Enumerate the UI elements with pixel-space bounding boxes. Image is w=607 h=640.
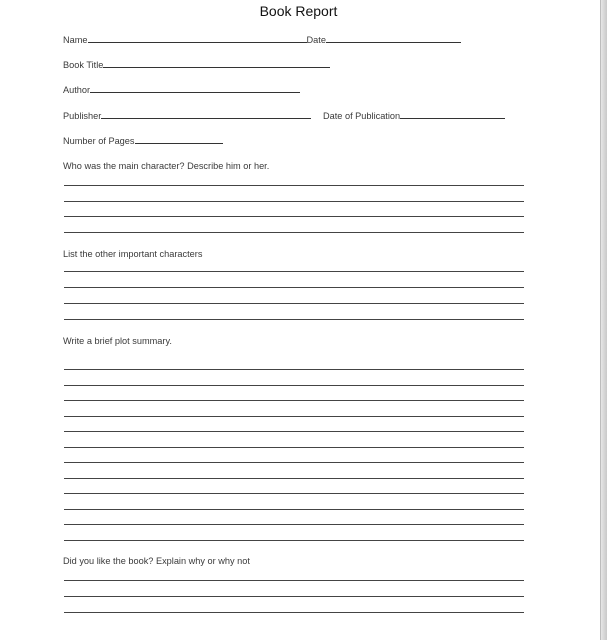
answer-line[interactable] — [64, 385, 524, 386]
publisher-field — [63, 111, 311, 122]
answer-line[interactable] — [64, 369, 524, 370]
answer-line[interactable] — [64, 447, 524, 448]
book-title-blank[interactable] — [103, 60, 330, 68]
question-other-characters: List the other important characters — [63, 249, 203, 259]
answer-line[interactable] — [64, 287, 524, 288]
publisher-blank[interactable] — [101, 111, 311, 119]
answer-line[interactable] — [64, 462, 524, 463]
answer-line[interactable] — [64, 431, 524, 432]
name-label: Name — [63, 35, 88, 45]
answer-line[interactable] — [64, 232, 524, 233]
publisher-label: Publisher — [63, 111, 102, 121]
book-title-label: Book Title — [63, 60, 104, 70]
number-of-pages-field — [63, 136, 223, 147]
answer-line[interactable] — [64, 596, 524, 597]
question-like-book: Did you like the book? Explain why or why not — [63, 556, 250, 566]
answer-line[interactable] — [64, 201, 524, 202]
name-blank[interactable] — [88, 35, 307, 43]
answer-line[interactable] — [64, 416, 524, 417]
answer-line[interactable] — [64, 478, 524, 479]
answer-line[interactable] — [64, 540, 524, 541]
date-of-publication-field — [323, 111, 505, 122]
answer-line[interactable] — [64, 580, 524, 581]
author-blank[interactable] — [90, 85, 300, 93]
answer-line[interactable] — [64, 303, 524, 304]
name-field — [63, 35, 461, 46]
number-of-pages-blank[interactable] — [135, 136, 223, 144]
answer-line[interactable] — [64, 216, 524, 217]
answer-line[interactable] — [64, 400, 524, 401]
date-label: Date — [306, 35, 326, 45]
answer-line[interactable] — [64, 612, 524, 613]
window-edge — [600, 0, 607, 640]
author-label: Author — [63, 85, 91, 95]
author-field — [63, 85, 300, 96]
answer-line[interactable] — [64, 185, 524, 186]
answer-line[interactable] — [64, 271, 524, 272]
answer-line[interactable] — [64, 319, 524, 320]
question-plot-summary: Write a brief plot summary. — [63, 336, 172, 346]
book-title-field — [63, 60, 330, 71]
date-of-publication-label: Date of Publication — [323, 111, 401, 121]
answer-line[interactable] — [64, 524, 524, 525]
date-blank[interactable] — [326, 35, 461, 43]
answer-line[interactable] — [64, 493, 524, 494]
question-main-character: Who was the main character? Describe him or her. — [63, 161, 270, 171]
page-title: Book Report — [259, 3, 338, 19]
answer-line[interactable] — [64, 509, 524, 510]
number-of-pages-label: Number of Pages — [63, 136, 135, 146]
date-of-publication-blank[interactable] — [400, 111, 505, 119]
